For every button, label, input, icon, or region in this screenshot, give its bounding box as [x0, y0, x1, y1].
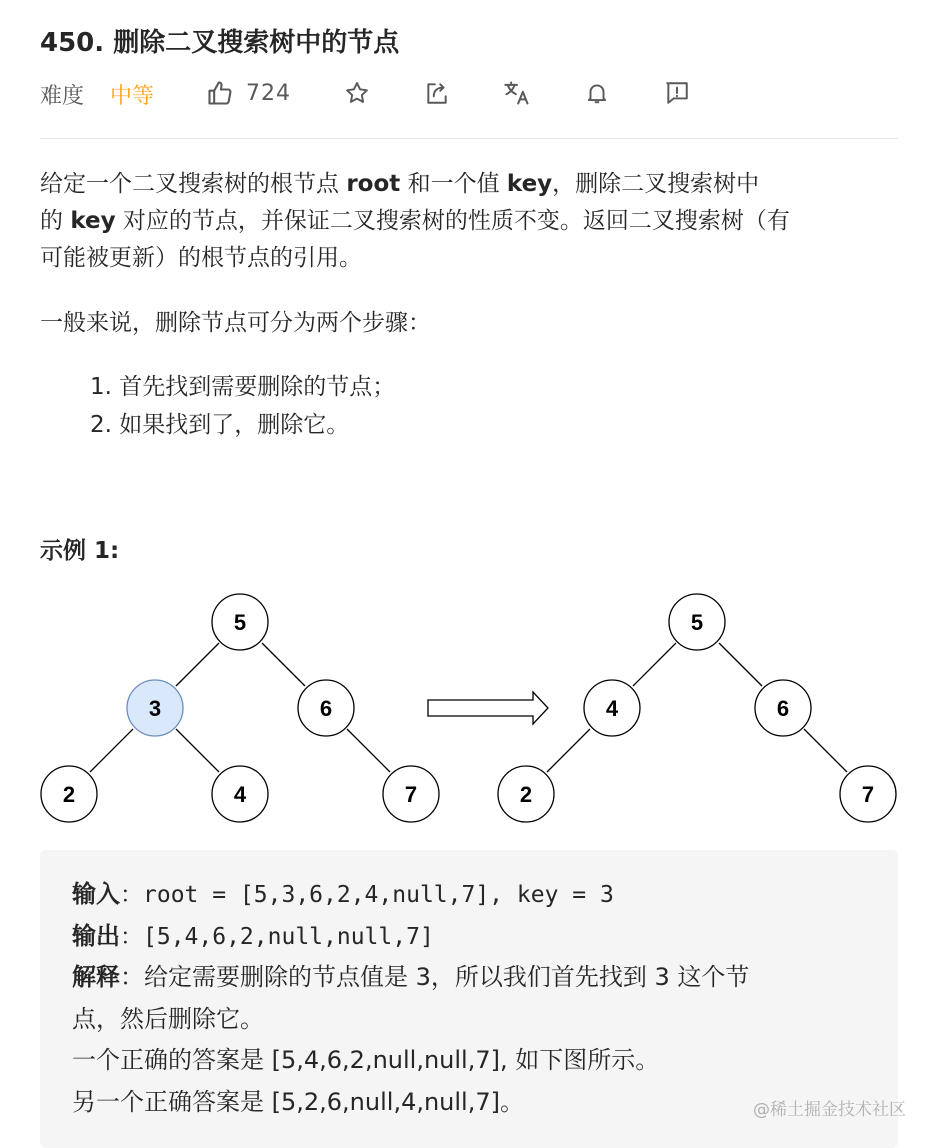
tree-node [840, 766, 896, 822]
tree-node [41, 766, 97, 822]
svg-text:2: 2 [62, 782, 76, 807]
like-count: 724 [246, 80, 291, 106]
translate-button[interactable] [502, 78, 532, 108]
problem-title: 450. 删除二叉搜索树中的节点 [40, 28, 400, 58]
svg-text:7: 7 [404, 782, 418, 807]
code-key: key [506, 171, 553, 197]
step-item: 1. 首先找到需要删除的节点； [90, 374, 396, 400]
explain-text-3: 一个正确的答案是 [5,4,6,2,null,null,7], 如下图所示。 [72, 1046, 660, 1074]
tree-node [383, 766, 439, 822]
watermark: @稀土掘金技术社区 [753, 1100, 906, 1120]
translate-icon [503, 79, 531, 107]
example-explain-line [72, 957, 749, 992]
thumbs-up-icon [206, 79, 234, 107]
tree-node [498, 766, 554, 822]
notify-button[interactable] [582, 78, 612, 108]
svg-text:6: 6 [319, 696, 333, 721]
share-icon [424, 80, 450, 106]
svg-text:7: 7 [861, 782, 875, 807]
feedback-button[interactable] [662, 78, 692, 108]
description-line-1: 给定一个二叉搜索树的根节点 root 和一个值 key，删除二叉搜索树中 [40, 171, 760, 197]
svg-text:5: 5 [233, 610, 247, 635]
svg-text:4: 4 [233, 782, 247, 807]
svg-text:2: 2 [519, 782, 533, 807]
example-title: 示例 1: [40, 538, 120, 564]
like-button[interactable] [206, 78, 291, 108]
svg-text:3: 3 [148, 696, 162, 721]
share-button[interactable] [422, 78, 452, 108]
explain-text-4: 另一个正确答案是 [5,2,6,null,4,null,7]。 [72, 1088, 524, 1116]
tree-node [298, 680, 354, 736]
header-divider [40, 138, 898, 139]
star-icon [344, 80, 370, 106]
transform-arrow [428, 692, 548, 724]
bell-icon [584, 80, 610, 106]
output-label: 输出 [72, 922, 120, 950]
tree-node [584, 680, 640, 736]
code-key-2: key [70, 208, 116, 234]
input-label: 输入 [72, 880, 120, 908]
difficulty-value: 中等 [110, 84, 155, 109]
favorite-button[interactable] [342, 78, 372, 108]
tree-node [212, 594, 268, 650]
tree-node [755, 680, 811, 736]
svg-text:4: 4 [605, 696, 619, 721]
feedback-icon [664, 80, 690, 106]
example-tree-diagram [0, 585, 934, 835]
difficulty-label: 难度 [40, 84, 85, 109]
explain-text-2: 点，然后删除它。 [72, 1005, 264, 1033]
description-line-2: 的 key 对应的节点，并保证二叉搜索树的性质不变。返回二叉搜索树（有 [40, 208, 790, 234]
tree-node [669, 594, 725, 650]
code-root: root [346, 171, 401, 197]
tree-node [212, 766, 268, 822]
tree-node-highlighted [127, 680, 183, 736]
problem-description [40, 166, 900, 277]
steps-intro: 一般来说，删除节点可分为两个步骤： [40, 310, 431, 336]
step-item: 2. 如果找到了，删除它。 [90, 412, 350, 438]
steps-list [90, 368, 395, 444]
svg-text:5: 5 [690, 610, 704, 635]
problem-meta-bar [40, 76, 900, 110]
explain-text: ：给定需要删除的节点值是 3，所以我们首先找到 3 这个节 [120, 963, 750, 991]
explain-label: 解释 [72, 963, 120, 991]
svg-text:6: 6 [776, 696, 790, 721]
example-input-line [72, 874, 614, 909]
input-value: ：root = [5,3,6,2,4,null,7], key = 3 [120, 882, 614, 908]
output-value: ：[5,4,6,2,null,null,7] [120, 924, 434, 950]
description-line-3: 可能被更新）的根节点的引用。 [40, 245, 362, 271]
example-output-line [72, 916, 434, 951]
